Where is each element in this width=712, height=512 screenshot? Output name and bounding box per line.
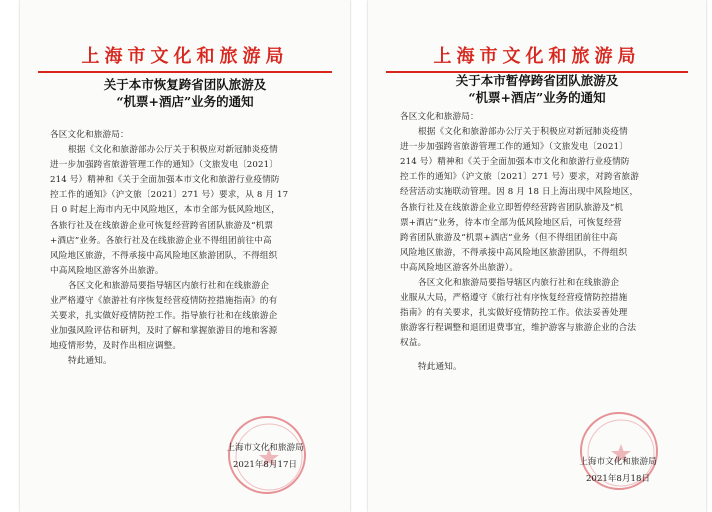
body-line: 中高风险地区游客外出旅游）。 xyxy=(400,262,519,273)
notice-body xyxy=(400,110,696,375)
signature-org: 上海市文化和旅游局 xyxy=(226,443,304,453)
notice-body xyxy=(50,128,340,370)
notice-title xyxy=(20,76,350,110)
body-line: 经营活动实施联动管理。因 8 月 18 日上海出现中风险地区， xyxy=(400,187,639,198)
body-line: 业服从大局，严格遵守《旅行社有序恢复经营疫情防控措施 xyxy=(400,293,628,304)
body-line: 票+酒店”业务，待本市全部为低风险地区后，可恢复经营 xyxy=(400,217,622,228)
body-line: 权益。 xyxy=(400,338,427,349)
closing-line: 特此通知。 xyxy=(68,356,112,367)
body-line: 风险地区旅游，不得承接中高风险地区旅游团队，不得组织 xyxy=(50,250,278,261)
body-line: 214 号）精神和《关于全面加强本市文化和旅游行业疫情防 xyxy=(50,175,280,186)
body-line: 中高风险地区游客外出旅游。 xyxy=(50,265,164,276)
issuer-header: 上海市文化和旅游局 xyxy=(81,46,289,67)
body-line: 业严格遵守《旅游社有序恢复经营疫情防控措施指南》的有 xyxy=(50,296,278,307)
red-divider xyxy=(38,71,332,73)
signature-date: 2021年8月18日 xyxy=(585,474,651,484)
title-line: 关于本市暂停跨省团队旅游及 xyxy=(455,73,619,88)
salutation: 各区文化和旅游局： xyxy=(50,130,129,140)
body-line: 日 0 时起上海市内无中风险地区，本市全部为低风险地区， xyxy=(50,205,280,216)
body-line: 根据《文化和旅游部办公厅关于积极应对新冠肺炎疫情 xyxy=(418,127,628,138)
body-line: 控工作的通知》（沪文旅〔2021〕271 号）要求，从 8 月 17 xyxy=(50,190,289,201)
body-line: 各旅行社及在线旅游企业可恢复经营跨省团队旅游及“机票 xyxy=(50,220,274,231)
body-line: 214 号）精神和《关于全面加强本市文化和旅游行业疫情防 xyxy=(400,157,630,168)
title-line: “机票+酒店”业务的通知 xyxy=(468,90,606,105)
body-line: 各区文化和旅游局要指导辖区内旅行社和在线旅游企 xyxy=(68,280,270,291)
signature-date: 2021年8月17日 xyxy=(232,460,298,470)
notice-title xyxy=(368,72,706,106)
body-line: 地疫情形势，及时作出相应调整。 xyxy=(50,341,182,352)
body-line: 进一步加强跨省旅游管理工作的通知》（文旅发电〔2021〕 xyxy=(400,142,629,153)
body-line: 各区文化和旅游局要指导辖区内旅行社和在线旅游企 xyxy=(418,278,620,289)
body-line: 各旅行社及在线旅游企业立即暂停经营跨省团队旅游及“机 xyxy=(400,202,624,213)
body-line: 业加强风险评估和研判，及时了解和掌握旅游目的地和客源 xyxy=(50,326,278,337)
body-line: 风险地区旅游，不得承接中高风险地区旅游团队，不得组织 xyxy=(400,247,628,258)
signature-block xyxy=(195,440,335,474)
closing-line: 特此通知。 xyxy=(418,361,462,372)
body-line: 根据《文化和旅游部办公厅关于积极应对新冠肺炎疫情 xyxy=(68,145,278,156)
notice-document-suspend xyxy=(368,0,706,512)
body-line: 关要求，扎实做好疫情防控工作。指导旅行社和在线旅游企 xyxy=(50,311,278,322)
salutation: 各区文化和旅游局： xyxy=(400,112,479,122)
body-line: +酒店”业务。各旅行社及在线旅游企业不得组团前往中高 xyxy=(50,235,272,246)
body-line: 旅游客行程调整和退团退费事宜，维护游客与旅游企业的合法 xyxy=(400,323,637,334)
title-line: 关于本市恢复跨省团队旅游及 xyxy=(103,77,267,92)
issuer-header: 上海市文化和旅游局 xyxy=(433,46,641,67)
body-line: 控工作的通知》（沪文旅〔2021〕271 号）要求，对跨省旅游 xyxy=(400,172,640,183)
title-line: “机票+酒店”业务的通知 xyxy=(116,94,254,109)
signature-org: 上海市文化和旅游局 xyxy=(579,457,657,467)
body-line: 跨省团队旅游及“机票+酒店”业务（但不得组团前往中高 xyxy=(400,232,618,243)
signature-block xyxy=(548,454,688,488)
body-line: 进一步加强跨省旅游管理工作的通知》（文旅发电〔2021〕 xyxy=(50,160,279,171)
body-line: 指南》的有关要求，扎实做好疫情防控工作。依法妥善处理 xyxy=(400,308,628,319)
notice-document-resume xyxy=(20,0,350,512)
